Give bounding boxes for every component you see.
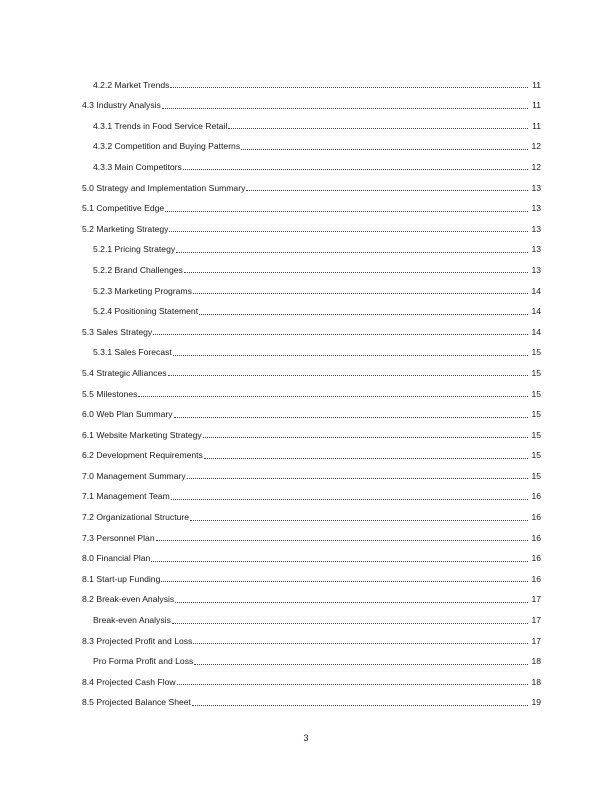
toc-entry[interactable] [82, 420, 541, 441]
toc-entry-label: 8.3 Projected Profit and Loss [82, 635, 193, 646]
toc-entry-page: 16 [531, 553, 541, 564]
toc-entry-label: 5.2.4 Positioning Statement [93, 306, 199, 317]
toc-entry-page: 13 [531, 223, 541, 234]
toc-entry-page: 11 [532, 120, 541, 131]
toc-entry[interactable] [82, 152, 541, 173]
toc-entry-label: 6.0 Web Plan Summary [82, 409, 173, 420]
toc-entry-label: 4.3.3 Main Competitors [93, 161, 182, 172]
toc-entry-label: 8.4 Projected Cash Flow [82, 676, 176, 687]
toc-dot-leader [175, 602, 528, 603]
toc-entry-page: 15 [531, 388, 541, 399]
toc-dot-leader [193, 293, 528, 294]
toc-entry-page: 17 [531, 594, 541, 605]
toc-entry-label: 5.3 Sales Strategy [82, 326, 153, 337]
toc-entry-label: 8.1 Start-up Funding [82, 573, 161, 584]
toc-entry-label: 4.3 Industry Analysis [82, 100, 161, 111]
toc-dot-leader [162, 108, 528, 109]
toc-dot-leader [199, 314, 528, 315]
toc-entry-page: 15 [531, 429, 541, 440]
toc-entry-page: 12 [531, 161, 541, 172]
toc-dot-leader [138, 396, 528, 397]
toc-entry-label: 6.2 Development Requirements [82, 450, 203, 461]
toc-entry-label: 4.3.1 Trends in Food Service Retail [93, 120, 228, 131]
page-number: 3 [303, 733, 309, 743]
toc-entry[interactable] [82, 70, 541, 91]
toc-dot-leader [169, 231, 528, 232]
toc-entry[interactable] [82, 255, 541, 276]
toc-entry-page: 14 [531, 306, 541, 317]
toc-entry-label: 8.0 Financial Plan [82, 553, 151, 564]
toc-dot-leader [171, 499, 528, 500]
toc-entry-page: 16 [531, 532, 541, 543]
toc-entry-label: 5.4 Strategic Alliances [82, 367, 167, 378]
toc-entry-label: 5.3.1 Sales Forecast [93, 347, 172, 358]
toc-entry-label: 5.5 Milestones [82, 388, 138, 399]
toc-dot-leader [170, 87, 528, 88]
toc-entry[interactable] [82, 482, 541, 503]
toc-entry[interactable] [82, 235, 541, 256]
toc-dot-leader [153, 334, 528, 335]
toc-dot-leader [241, 149, 528, 150]
toc-dot-leader [156, 540, 528, 541]
toc-entry[interactable] [82, 626, 541, 647]
toc-entry-label: 5.2.1 Pricing Strategy [93, 244, 176, 255]
toc-entry-page: 15 [531, 409, 541, 420]
table-of-contents [82, 70, 541, 708]
toc-entry-label: 5.2 Marketing Strategy [82, 223, 169, 234]
toc-entry[interactable] [82, 338, 541, 359]
toc-entry-page: 15 [531, 470, 541, 481]
toc-dot-leader [177, 684, 528, 685]
toc-entry[interactable] [82, 667, 541, 688]
toc-entry[interactable] [82, 441, 541, 462]
toc-entry-label: 4.3.2 Competition and Buying Patterns [93, 141, 241, 152]
toc-entry-label: 6.1 Website Marketing Strategy [82, 429, 202, 440]
toc-entry[interactable] [82, 502, 541, 523]
toc-entry-page: 13 [531, 244, 541, 255]
toc-entry-page: 17 [531, 635, 541, 646]
toc-entry-label: 5.1 Competitive Edge [82, 203, 165, 214]
toc-entry[interactable] [82, 523, 541, 544]
toc-entry-label: 5.2.3 Marketing Programs [93, 285, 192, 296]
toc-entry-page: 11 [532, 100, 541, 111]
toc-entry-page: 13 [531, 264, 541, 275]
toc-entry-page: 16 [531, 512, 541, 523]
toc-entry-page: 14 [531, 326, 541, 337]
toc-entry-page: 13 [531, 203, 541, 214]
toc-dot-leader [187, 478, 528, 479]
toc-entry[interactable] [82, 214, 541, 235]
toc-dot-leader [151, 561, 528, 562]
toc-entry-page: 13 [531, 182, 541, 193]
toc-dot-leader [173, 355, 528, 356]
toc-entry[interactable] [82, 276, 541, 297]
toc-dot-leader [165, 211, 528, 212]
toc-dot-leader [172, 623, 528, 624]
toc-dot-leader [184, 272, 528, 273]
toc-dot-leader [228, 128, 528, 129]
toc-entry-page: 17 [531, 615, 541, 626]
toc-entry-label: 5.2.2 Brand Challenges [93, 264, 183, 275]
toc-entry-label: 7.0 Management Summary [82, 470, 186, 481]
toc-entry-page: 18 [531, 676, 541, 687]
toc-entry[interactable] [82, 132, 541, 153]
toc-entry-page: 11 [532, 79, 541, 90]
toc-entry-label: Break-even Analysis [93, 615, 171, 626]
toc-entry[interactable] [82, 461, 541, 482]
toc-dot-leader [203, 437, 528, 438]
toc-entry[interactable] [82, 585, 541, 606]
toc-entry[interactable] [82, 194, 541, 215]
toc-entry[interactable] [82, 297, 541, 318]
toc-entry[interactable] [82, 400, 541, 421]
toc-entry[interactable] [82, 605, 541, 626]
toc-dot-leader [192, 705, 528, 706]
toc-entry[interactable] [82, 379, 541, 400]
toc-entry-label: Pro Forma Profit and Loss [93, 656, 194, 667]
toc-entry-label: 8.2 Break-even Analysis [82, 594, 175, 605]
toc-entry-label: 7.2 Organizational Structure [82, 512, 190, 523]
toc-entry[interactable] [82, 317, 541, 338]
toc-entry-page: 12 [531, 141, 541, 152]
toc-entry-label: 7.1 Management Team [82, 491, 170, 502]
toc-entry-page: 15 [531, 367, 541, 378]
toc-entry-page: 15 [531, 347, 541, 358]
toc-dot-leader [204, 458, 528, 459]
toc-entry[interactable] [82, 111, 541, 132]
toc-dot-leader [176, 252, 528, 253]
toc-entry[interactable] [82, 688, 541, 709]
toc-dot-leader [193, 643, 528, 644]
toc-entry-page: 16 [531, 573, 541, 584]
toc-entry-label: 8.5 Projected Balance Sheet [82, 697, 191, 708]
toc-dot-leader [168, 375, 528, 376]
toc-entry-page: 15 [531, 450, 541, 461]
toc-entry-page: 16 [531, 491, 541, 502]
toc-entry-page: 19 [531, 697, 541, 708]
toc-dot-leader [161, 581, 528, 582]
toc-entry-label: 7.3 Personnel Plan [82, 532, 155, 543]
toc-entry-label: 5.0 Strategy and Implementation Summary [82, 182, 246, 193]
toc-entry[interactable] [82, 544, 541, 565]
toc-entry-page: 18 [531, 656, 541, 667]
toc-entry[interactable] [82, 647, 541, 668]
toc-dot-leader [194, 664, 528, 665]
toc-entry[interactable] [82, 358, 541, 379]
toc-entry-label: 4.2.2 Market Trends [93, 79, 170, 90]
toc-entry[interactable] [82, 173, 541, 194]
toc-dot-leader [190, 520, 528, 521]
toc-entry[interactable] [82, 91, 541, 112]
toc-dot-leader [183, 169, 528, 170]
toc-entry[interactable] [82, 564, 541, 585]
toc-dot-leader [246, 190, 528, 191]
toc-entry-page: 14 [531, 285, 541, 296]
toc-dot-leader [174, 417, 528, 418]
